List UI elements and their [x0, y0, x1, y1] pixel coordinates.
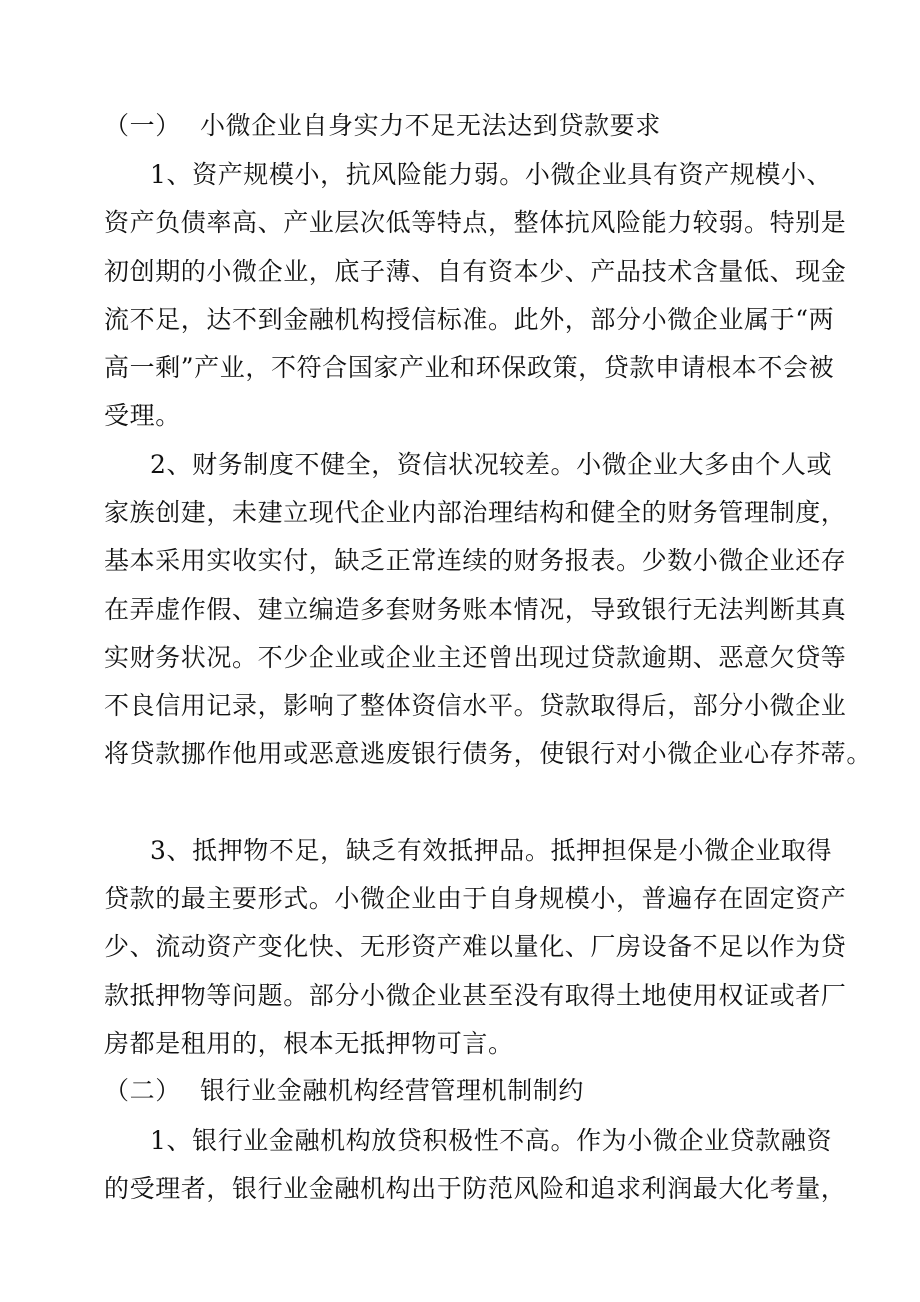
- paragraph-line: 贷款的最主要形式。小微企业由于自身规模小，普遍存在固定资产: [104, 884, 847, 913]
- paragraph-line: 将贷款挪作他用或恶意逃废银行债务，使银行对小微企业心存芥蒂。: [104, 739, 873, 768]
- paragraph-line: 受理。: [104, 401, 181, 430]
- paragraph-line: 款抵押物等问题。部分小微企业甚至没有取得土地使用权证或者厂: [104, 981, 847, 1010]
- paragraph-line: 初创期的小微企业，底子薄、自有资本少、产品技术含量低、现金: [104, 257, 847, 286]
- section-heading-2: [104, 1073, 584, 1109]
- paragraph-line: 少、流动资产变化快、无形资产难以量化、厂房设备不足以作为贷: [104, 932, 847, 961]
- paragraph-line: 基本采用实收实付，缺乏正常连续的财务报表。少数小微企业还存: [104, 546, 847, 575]
- paragraph-line: 在弄虚作假、建立编造多套财务账本情况，导致银行无法判断其真: [104, 595, 847, 624]
- paragraph-line: 房都是租用的，根本无抵押物可言。: [104, 1029, 514, 1058]
- section-title: 银行业金融机构经营管理机制制约: [200, 1076, 585, 1105]
- paragraph-line: 家族创建，未建立现代企业内部治理结构和健全的财务管理制度，: [104, 498, 847, 527]
- section-title: 小微企业自身实力不足无法达到贷款要求: [200, 111, 661, 140]
- paragraph-line: 不良信用记录，影响了整体资信水平。贷款取得后，部分小微企业: [104, 691, 847, 720]
- paragraph-line: 流不足，达不到金融机构授信标准。此外，部分小微企业属于“两: [104, 305, 835, 334]
- section-number: （一）: [104, 111, 181, 140]
- paragraph-line: 2、财务制度不健全，资信状况较差。小微企业大多由个人或: [150, 450, 833, 479]
- section-heading-1: [104, 108, 661, 144]
- paragraph-line: 的受理者，银行业金融机构出于防范风险和追求利润最大化考量，: [104, 1174, 847, 1203]
- paragraph-line: 高一剩”产业，不符合国家产业和环保政策，贷款申请根本不会被: [104, 353, 835, 382]
- paragraph-line: 1、银行业金融机构放贷积极性不高。作为小微企业贷款融资: [150, 1126, 833, 1155]
- section-number: （二）: [104, 1076, 181, 1105]
- paragraph-line: 3、抵押物不足，缺乏有效抵押品。抵押担保是小微企业取得: [150, 836, 833, 865]
- paragraph-line: 资产负债率高、产业层次低等特点，整体抗风险能力较弱。特别是: [104, 208, 847, 237]
- paragraph-line: 1、资产规模小，抗风险能力弱。小微企业具有资产规模小、: [150, 160, 833, 189]
- paragraph-line: 实财务状况。不少企业或企业主还曾出现过贷款逾期、恶意欠贷等: [104, 643, 847, 672]
